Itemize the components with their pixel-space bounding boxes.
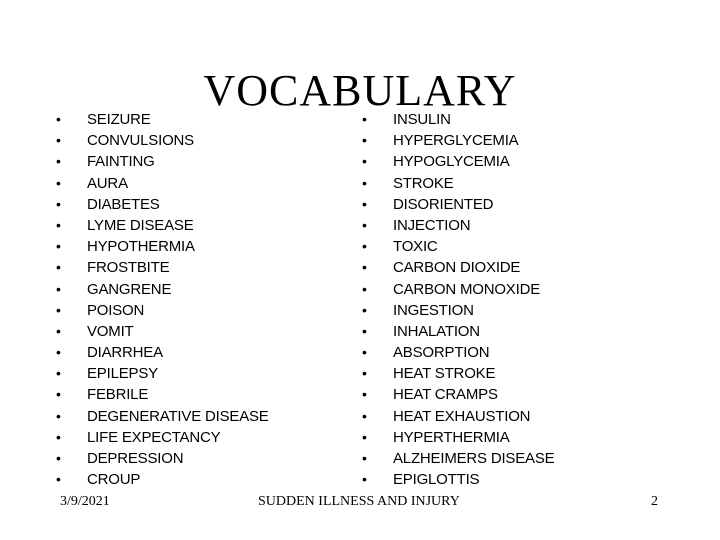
- term-label: LYME DISEASE: [87, 216, 194, 234]
- term-label: AURA: [87, 174, 128, 192]
- bullet-icon: •: [56, 111, 61, 127]
- bullet-icon: •: [56, 386, 61, 403]
- term-label: DEGENERATIVE DISEASE: [87, 407, 269, 425]
- term-label: FEBRILE: [87, 386, 149, 404]
- bullet-icon: •: [56, 153, 61, 170]
- bullet-icon: •: [56, 450, 61, 466]
- bullet-icon: •: [362, 471, 367, 488]
- bullet-icon: •: [56, 259, 61, 276]
- term-label: INHALATION: [393, 322, 480, 340]
- bullet-icon: •: [362, 280, 367, 297]
- term-label: CROUP: [87, 471, 141, 489]
- term-label: FAINTING: [87, 153, 155, 171]
- bullet-icon: •: [56, 344, 61, 361]
- bullet-icon: •: [56, 280, 61, 297]
- bullet-icon: •: [56, 322, 61, 339]
- term-label: CONVULSIONS: [87, 132, 194, 150]
- bullet-icon: •: [362, 428, 367, 445]
- term-label: HEAT CRAMPS: [393, 386, 498, 404]
- bullet-icon: •: [56, 428, 61, 445]
- bullet-icon: •: [56, 471, 61, 488]
- bullet-icon: •: [362, 216, 367, 233]
- term-label: HYPERGLYCEMIA: [393, 132, 519, 150]
- bullet-icon: •: [56, 407, 61, 424]
- bullet-icon: •: [362, 195, 367, 212]
- term-label: EPILEPSY: [87, 365, 158, 383]
- term-label: GANGRENE: [87, 280, 172, 298]
- bullet-icon: •: [56, 174, 61, 191]
- bullet-icon: •: [362, 322, 367, 339]
- term-label: DEPRESSION: [87, 450, 184, 467]
- footer-page-number: 2: [651, 494, 658, 509]
- term-label: VOMIT: [87, 322, 134, 340]
- term-label: INSULIN: [393, 111, 451, 128]
- term-label: HYPOGLYCEMIA: [393, 153, 510, 171]
- bullet-icon: •: [362, 450, 367, 466]
- term-label: INJECTION: [393, 216, 471, 234]
- term-label: DIABETES: [87, 195, 160, 213]
- bullet-icon: •: [56, 195, 61, 212]
- slide-title: VOCABULARY: [203, 66, 517, 115]
- term-label: ALZHEIMERS DISEASE: [393, 450, 555, 467]
- bullet-icon: •: [56, 132, 61, 149]
- term-label: HYPOTHERMIA: [87, 238, 195, 256]
- term-label: LIFE EXPECTANCY: [87, 428, 221, 446]
- term-label: CARBON MONOXIDE: [393, 280, 541, 298]
- bullet-icon: •: [362, 132, 367, 149]
- term-label: TOXIC: [393, 238, 438, 256]
- bullet-icon: •: [362, 365, 367, 382]
- bullet-icon: •: [56, 301, 61, 318]
- footer-date: 3/9/2021: [60, 494, 110, 509]
- term-label: DIARRHEA: [87, 344, 163, 362]
- term-label: DISORIENTED: [393, 195, 494, 213]
- term-label: INGESTION: [393, 301, 474, 319]
- bullet-icon: •: [362, 238, 367, 255]
- bullet-icon: •: [56, 238, 61, 255]
- bullet-icon: •: [362, 386, 367, 403]
- term-label: CARBON DIOXIDE: [393, 259, 521, 277]
- footer-title: SUDDEN ILLNESS AND INJURY: [258, 494, 460, 509]
- term-label: HEAT EXHAUSTION: [393, 407, 531, 425]
- bullet-icon: •: [362, 153, 367, 170]
- bullet-icon: •: [56, 365, 61, 382]
- bullet-icon: •: [362, 174, 367, 191]
- term-label: EPIGLOTTIS: [393, 471, 480, 489]
- bullet-icon: •: [362, 259, 367, 276]
- bullet-icon: •: [362, 344, 367, 361]
- bullet-icon: •: [56, 216, 61, 233]
- term-label: ABSORPTION: [393, 344, 490, 362]
- term-label: HYPERTHERMIA: [393, 428, 510, 446]
- bullet-icon: •: [362, 301, 367, 318]
- bullet-icon: •: [362, 407, 367, 424]
- term-label: FROSTBITE: [87, 259, 170, 277]
- bullet-icon: •: [362, 111, 367, 127]
- term-label: POISON: [87, 301, 145, 319]
- term-label: HEAT STROKE: [393, 365, 496, 383]
- term-label: STROKE: [393, 174, 454, 192]
- term-label: SEIZURE: [87, 111, 151, 128]
